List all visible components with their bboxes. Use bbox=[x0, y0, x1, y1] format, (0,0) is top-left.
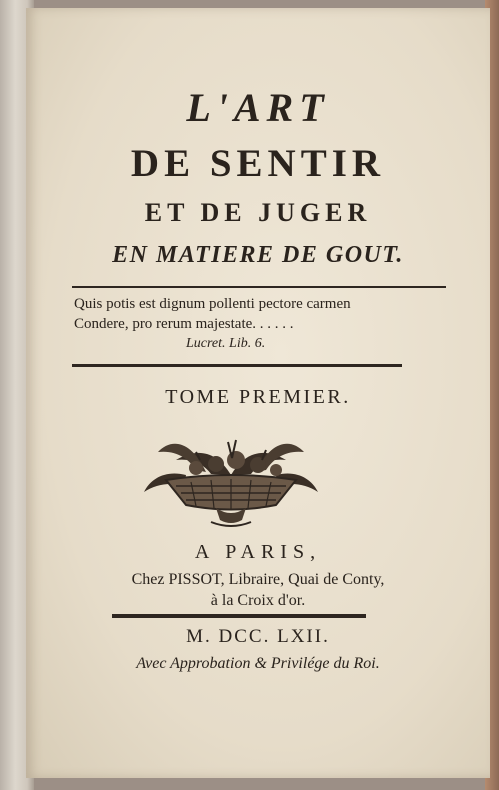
fruit-basket-ornament-icon bbox=[136, 430, 326, 530]
title-line-1: L'ART bbox=[186, 85, 330, 130]
rule-top bbox=[72, 286, 446, 288]
epigraph-line-1: Quis potis est dignum pollenti pectore carmen bbox=[74, 296, 351, 312]
title-line-2: DE SENTIR bbox=[130, 142, 386, 185]
publication-year: M. DCC. LXII. bbox=[186, 626, 330, 647]
place-of-publication: A PARIS, bbox=[194, 541, 322, 563]
epigraph-source: Lucret. Lib. 6. bbox=[186, 336, 266, 351]
volume-label: TOME PREMIER. bbox=[165, 386, 351, 408]
rule-bottom bbox=[112, 614, 366, 618]
title-page bbox=[26, 8, 490, 778]
title-line-3: ET DE JUGER bbox=[144, 198, 372, 227]
epigraph-line-2: Condere, pro rerum majestate. . . . . . bbox=[74, 316, 294, 332]
royal-privilege: Avec Approbation & Privilége du Roi. bbox=[136, 655, 380, 672]
title-line-4: EN MATIERE DE GOUT. bbox=[112, 242, 404, 268]
rule-middle bbox=[72, 364, 402, 367]
publisher-address: à la Croix d'or. bbox=[210, 592, 306, 609]
publisher-line: Chez PISSOT, Libraire, Quai de Conty, bbox=[131, 571, 385, 588]
